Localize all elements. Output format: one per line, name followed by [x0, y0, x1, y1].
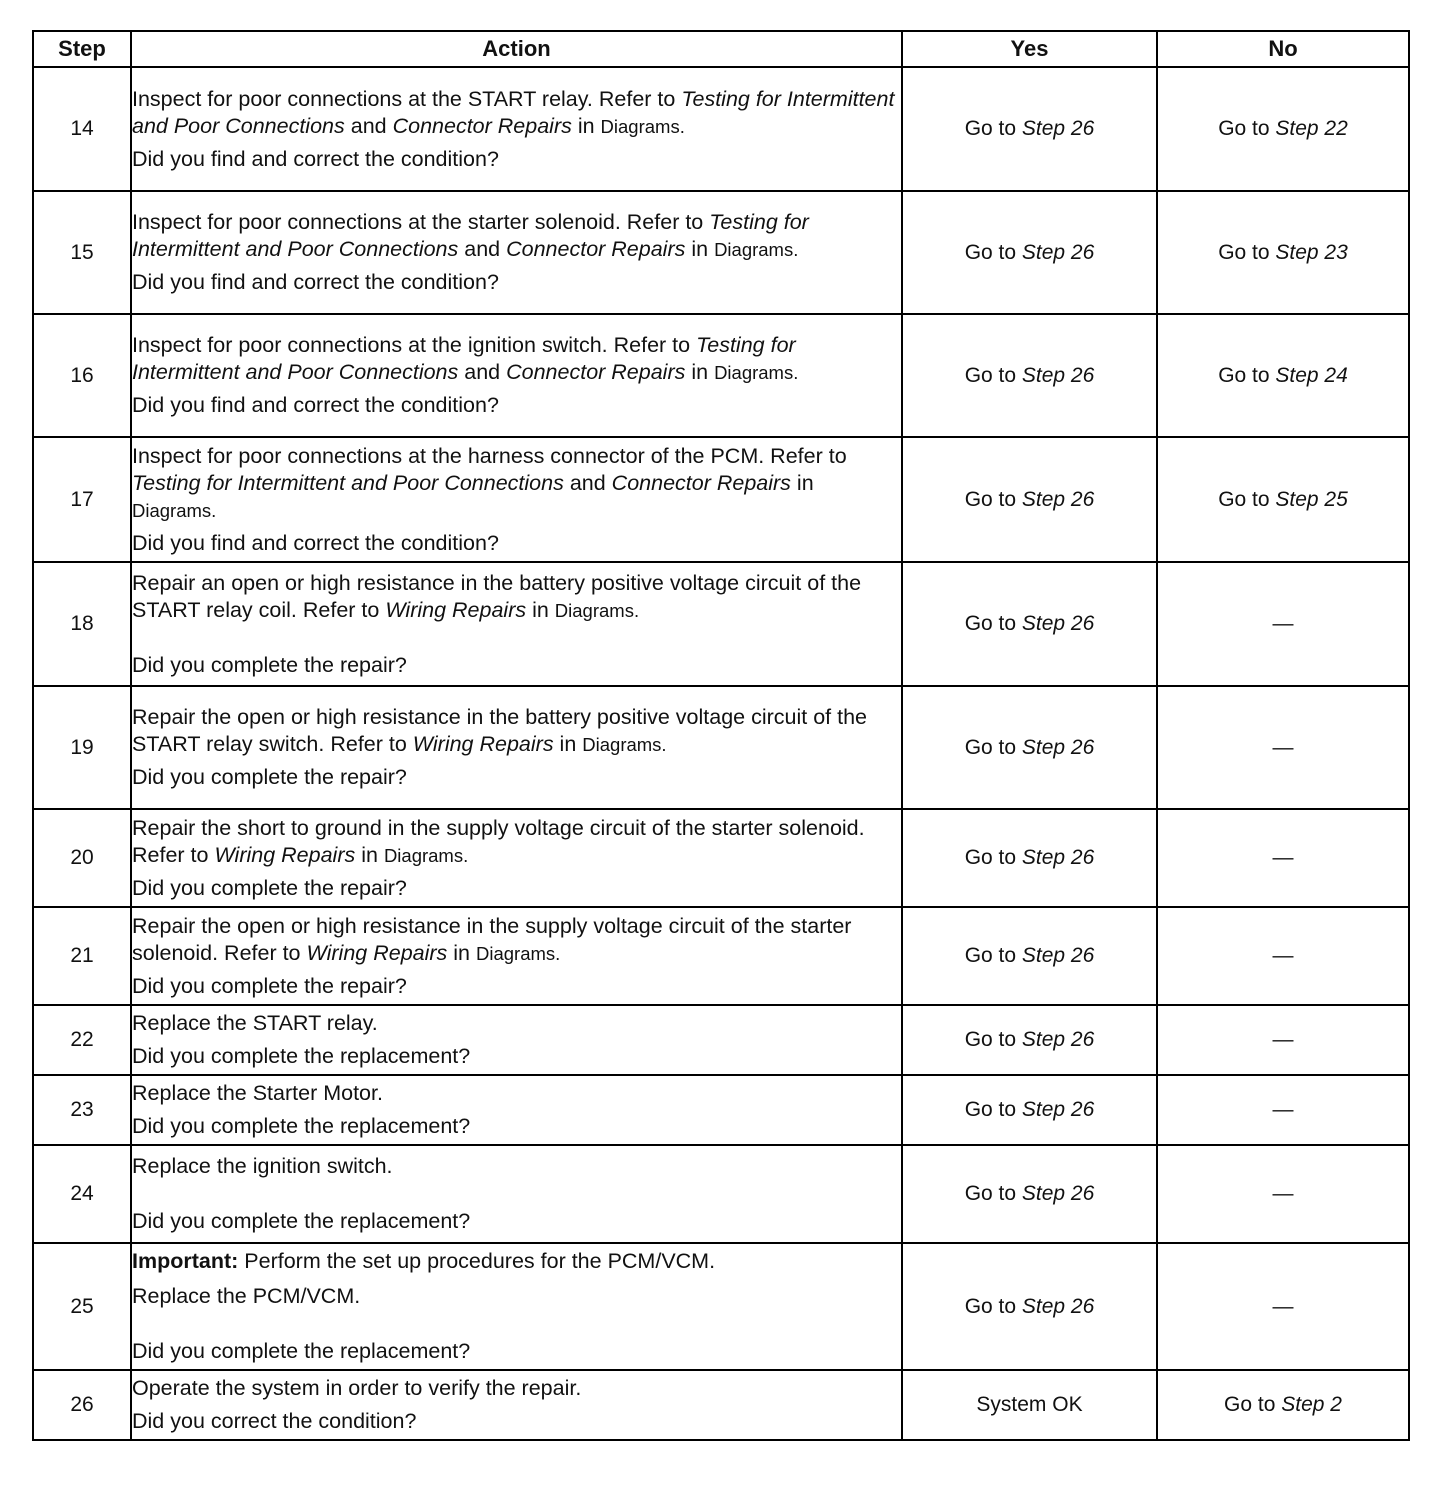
outcome-text: Go to	[1224, 1393, 1282, 1416]
step-reference: Step 23	[1275, 240, 1348, 264]
action-instruction	[132, 1153, 901, 1180]
action-instruction	[132, 332, 901, 386]
important-label: Important:	[132, 1249, 239, 1273]
step-reference: Step 26	[1021, 487, 1095, 511]
table-row	[33, 809, 1409, 907]
action-text: Diagrams.	[714, 239, 799, 260]
action-question: Did you complete the repair?	[132, 765, 407, 789]
action-cell	[131, 686, 902, 809]
no-outcome	[1157, 1145, 1409, 1243]
yes-outcome	[902, 562, 1157, 686]
action-text: in	[553, 732, 583, 756]
action-instruction	[132, 1010, 901, 1037]
step-reference: Step 26	[1021, 846, 1095, 869]
step-reference: Step 22	[1275, 117, 1348, 140]
action-instruction	[132, 1375, 901, 1402]
outcome-text: —	[1272, 1098, 1294, 1121]
action-text: Repair the open or high resistance in the battery positive voltage circuit of the START relay switch. Refer to	[132, 705, 867, 756]
step-reference: Step 2	[1281, 1393, 1342, 1416]
step-number: 15	[33, 191, 131, 314]
header-no: No	[1157, 31, 1409, 67]
step-reference: Step 26	[1021, 1028, 1095, 1051]
action-text: Diagrams.	[132, 499, 217, 521]
table-row	[33, 1075, 1409, 1145]
no-outcome	[1157, 562, 1409, 686]
no-outcome	[1157, 437, 1409, 562]
step-number: 20	[33, 809, 131, 907]
yes-outcome	[902, 314, 1157, 437]
table-row	[33, 191, 1409, 314]
reference-text: Testing for Intermittent and Poor Connections	[132, 470, 564, 495]
outcome-text: —	[1272, 1294, 1294, 1318]
yes-outcome	[902, 1243, 1157, 1370]
outcome-text: Go to	[964, 363, 1022, 387]
action-instruction	[132, 1248, 901, 1275]
outcome-text: Go to	[964, 117, 1022, 140]
outcome-text: Go to	[964, 487, 1022, 511]
yes-outcome	[902, 809, 1157, 907]
outcome-text: —	[1272, 735, 1294, 759]
action-question: Did you complete the replacement?	[132, 1209, 471, 1233]
action-instruction	[132, 815, 901, 869]
no-outcome	[1157, 67, 1409, 191]
header-step: Step	[33, 31, 131, 67]
outcome-text: Go to	[964, 1098, 1022, 1121]
action-instruction	[132, 570, 901, 624]
action-text: Repair the short to ground in the supply voltage circuit of the starter solenoid. Refer to	[132, 815, 865, 867]
action-text: Replace the Starter Motor.	[132, 1081, 383, 1105]
no-outcome	[1157, 1005, 1409, 1075]
yes-outcome	[902, 1145, 1157, 1243]
no-outcome	[1157, 907, 1409, 1005]
action-text: and	[344, 113, 393, 138]
reference-text: Wiring Repairs	[214, 842, 356, 867]
outcome-text: Go to	[1218, 117, 1276, 140]
table-row	[33, 1370, 1409, 1440]
no-outcome	[1157, 686, 1409, 809]
action-cell	[131, 1075, 902, 1145]
reference-text: Connector Repairs	[506, 237, 686, 261]
step-number: 14	[33, 67, 131, 191]
action-instruction	[132, 1080, 901, 1107]
outcome-text: Go to	[964, 1182, 1022, 1205]
outcome-text: Go to	[964, 846, 1022, 869]
action-instruction	[132, 209, 901, 263]
action-instruction	[132, 1283, 901, 1310]
action-instruction	[132, 86, 901, 140]
action-question: Did you correct the condition?	[132, 1409, 417, 1433]
action-question: Did you complete the replacement?	[132, 1044, 471, 1068]
action-instruction	[132, 913, 901, 967]
table-row	[33, 1145, 1409, 1243]
outcome-text: Go to	[964, 735, 1022, 759]
reference-text: Wiring Repairs	[306, 940, 448, 965]
table-header-row	[33, 31, 1409, 67]
action-cell	[131, 562, 902, 686]
action-text: Inspect for poor connections at the starter solenoid. Refer to	[132, 210, 710, 234]
step-reference: Step 26	[1021, 240, 1095, 264]
reference-text: Testing for Intermittent and Poor Connections	[132, 333, 796, 384]
table-row	[33, 1243, 1409, 1370]
action-cell	[131, 191, 902, 314]
action-text: Diagrams.	[600, 115, 685, 137]
outcome-text: Go to	[1218, 363, 1276, 387]
reference-text: Testing for Intermittent and Poor Connections	[132, 210, 809, 261]
reference-text: Connector Repairs	[506, 360, 686, 384]
action-text: Diagrams.	[582, 734, 667, 755]
action-text: Diagrams.	[475, 942, 561, 964]
action-text: Diagrams.	[714, 362, 799, 383]
outcome-text: Go to	[964, 1028, 1022, 1051]
yes-outcome	[902, 907, 1157, 1005]
action-text: in	[447, 940, 476, 965]
action-question: Did you complete the repair?	[132, 652, 407, 677]
yes-outcome	[902, 1005, 1157, 1075]
yes-outcome	[902, 67, 1157, 191]
action-text: Inspect for poor connections at the harness connector of the PCM. Refer to	[132, 443, 847, 468]
no-outcome	[1157, 314, 1409, 437]
table-row	[33, 437, 1409, 562]
step-number: 23	[33, 1075, 131, 1145]
step-number: 24	[33, 1145, 131, 1243]
action-question: Did you complete the replacement?	[132, 1339, 471, 1363]
action-question: Did you find and correct the condition?	[132, 393, 499, 417]
outcome-text: Go to	[1218, 240, 1276, 264]
reference-text: Connector Repairs	[611, 470, 791, 495]
action-text: Diagrams.	[554, 599, 640, 621]
step-reference: Step 25	[1275, 487, 1348, 511]
action-question: Did you complete the replacement?	[132, 1114, 471, 1138]
outcome-text: —	[1272, 846, 1294, 869]
outcome-text: Go to	[964, 1294, 1022, 1318]
action-text: Repair the open or high resistance in the supply voltage circuit of the starter solenoid. Refer to	[132, 913, 852, 965]
step-reference: Step 26	[1021, 944, 1095, 967]
action-cell	[131, 1243, 902, 1370]
yes-outcome	[902, 1075, 1157, 1145]
action-instruction	[132, 443, 901, 524]
action-text: Replace the START relay.	[132, 1011, 378, 1035]
no-outcome	[1157, 1243, 1409, 1370]
outcome-text: —	[1272, 1028, 1294, 1051]
reference-text: Wiring Repairs	[412, 732, 554, 756]
step-number: 19	[33, 686, 131, 809]
step-number: 21	[33, 907, 131, 1005]
outcome-text: —	[1272, 1182, 1294, 1205]
action-question: Did you complete the repair?	[132, 973, 407, 998]
action-instruction	[132, 704, 901, 758]
action-cell	[131, 809, 902, 907]
step-number: 18	[33, 562, 131, 686]
outcome-text: Go to	[964, 944, 1022, 967]
reference-text: Testing for Intermittent and Poor Connections	[132, 86, 895, 138]
action-question: Did you find and correct the condition?	[132, 146, 499, 171]
table-body	[33, 67, 1409, 1440]
table-row	[33, 907, 1409, 1005]
step-number: 17	[33, 437, 131, 562]
step-reference: Step 26	[1021, 117, 1095, 140]
action-text: Diagrams.	[383, 844, 469, 866]
action-text: and	[458, 360, 507, 384]
action-cell	[131, 907, 902, 1005]
action-text: in	[685, 360, 715, 384]
action-text: in	[790, 470, 814, 495]
no-outcome	[1157, 809, 1409, 907]
table-row	[33, 67, 1409, 191]
action-text: in	[685, 237, 715, 261]
table-row	[33, 686, 1409, 809]
yes-outcome	[902, 191, 1157, 314]
table-row	[33, 1005, 1409, 1075]
action-question: Did you find and correct the condition?	[132, 270, 499, 294]
step-number: 26	[33, 1370, 131, 1440]
action-text: in	[355, 842, 384, 867]
action-text: Operate the system in order to verify the repair.	[132, 1376, 582, 1400]
action-text: and	[458, 237, 507, 261]
action-text: Perform the set up procedures for the PCM/VCM.	[238, 1249, 716, 1273]
outcome-text: —	[1272, 612, 1294, 635]
action-cell	[131, 437, 902, 562]
action-text: in	[526, 597, 555, 622]
action-question: Did you find and correct the condition?	[132, 530, 499, 555]
step-number: 25	[33, 1243, 131, 1370]
step-reference: Step 26	[1021, 612, 1095, 635]
action-cell	[131, 314, 902, 437]
step-reference: Step 26	[1021, 1294, 1095, 1318]
action-text: Replace the PCM/VCM.	[132, 1284, 361, 1308]
action-cell	[131, 1005, 902, 1075]
yes-outcome	[902, 1370, 1157, 1440]
action-cell	[131, 1370, 902, 1440]
step-number: 16	[33, 314, 131, 437]
yes-outcome	[902, 686, 1157, 809]
step-reference: Step 26	[1021, 363, 1095, 387]
outcome-text: Go to	[1218, 487, 1276, 511]
diagnostic-table	[32, 30, 1410, 1441]
header-yes: Yes	[902, 31, 1157, 67]
reference-text: Wiring Repairs	[385, 597, 527, 622]
action-text: Replace the ignition switch.	[132, 1154, 393, 1178]
no-outcome	[1157, 1370, 1409, 1440]
header-action: Action	[131, 31, 902, 67]
outcome-text: Go to	[964, 612, 1022, 635]
step-number: 22	[33, 1005, 131, 1075]
outcome-text: System OK	[976, 1393, 1083, 1416]
table-row	[33, 314, 1409, 437]
no-outcome	[1157, 191, 1409, 314]
step-reference: Step 24	[1275, 363, 1348, 387]
action-cell	[131, 67, 902, 191]
action-cell	[131, 1145, 902, 1243]
action-text: Inspect for poor connections at the ignition switch. Refer to	[132, 333, 697, 357]
step-reference: Step 26	[1021, 735, 1095, 759]
outcome-text: Go to	[964, 240, 1022, 264]
no-outcome	[1157, 1075, 1409, 1145]
reference-text: Connector Repairs	[392, 113, 572, 138]
action-text: Repair an open or high resistance in the battery positive voltage circuit of the START relay coil. Refer to	[132, 570, 862, 622]
action-text: in	[571, 113, 601, 138]
step-reference: Step 26	[1021, 1182, 1095, 1205]
yes-outcome	[902, 437, 1157, 562]
action-text: Inspect for poor connections at the START relay. Refer to	[132, 86, 682, 111]
action-question: Did you complete the repair?	[132, 875, 407, 900]
step-reference: Step 26	[1021, 1098, 1095, 1121]
table-row	[33, 562, 1409, 686]
action-text: and	[563, 470, 612, 495]
outcome-text: —	[1272, 944, 1294, 967]
